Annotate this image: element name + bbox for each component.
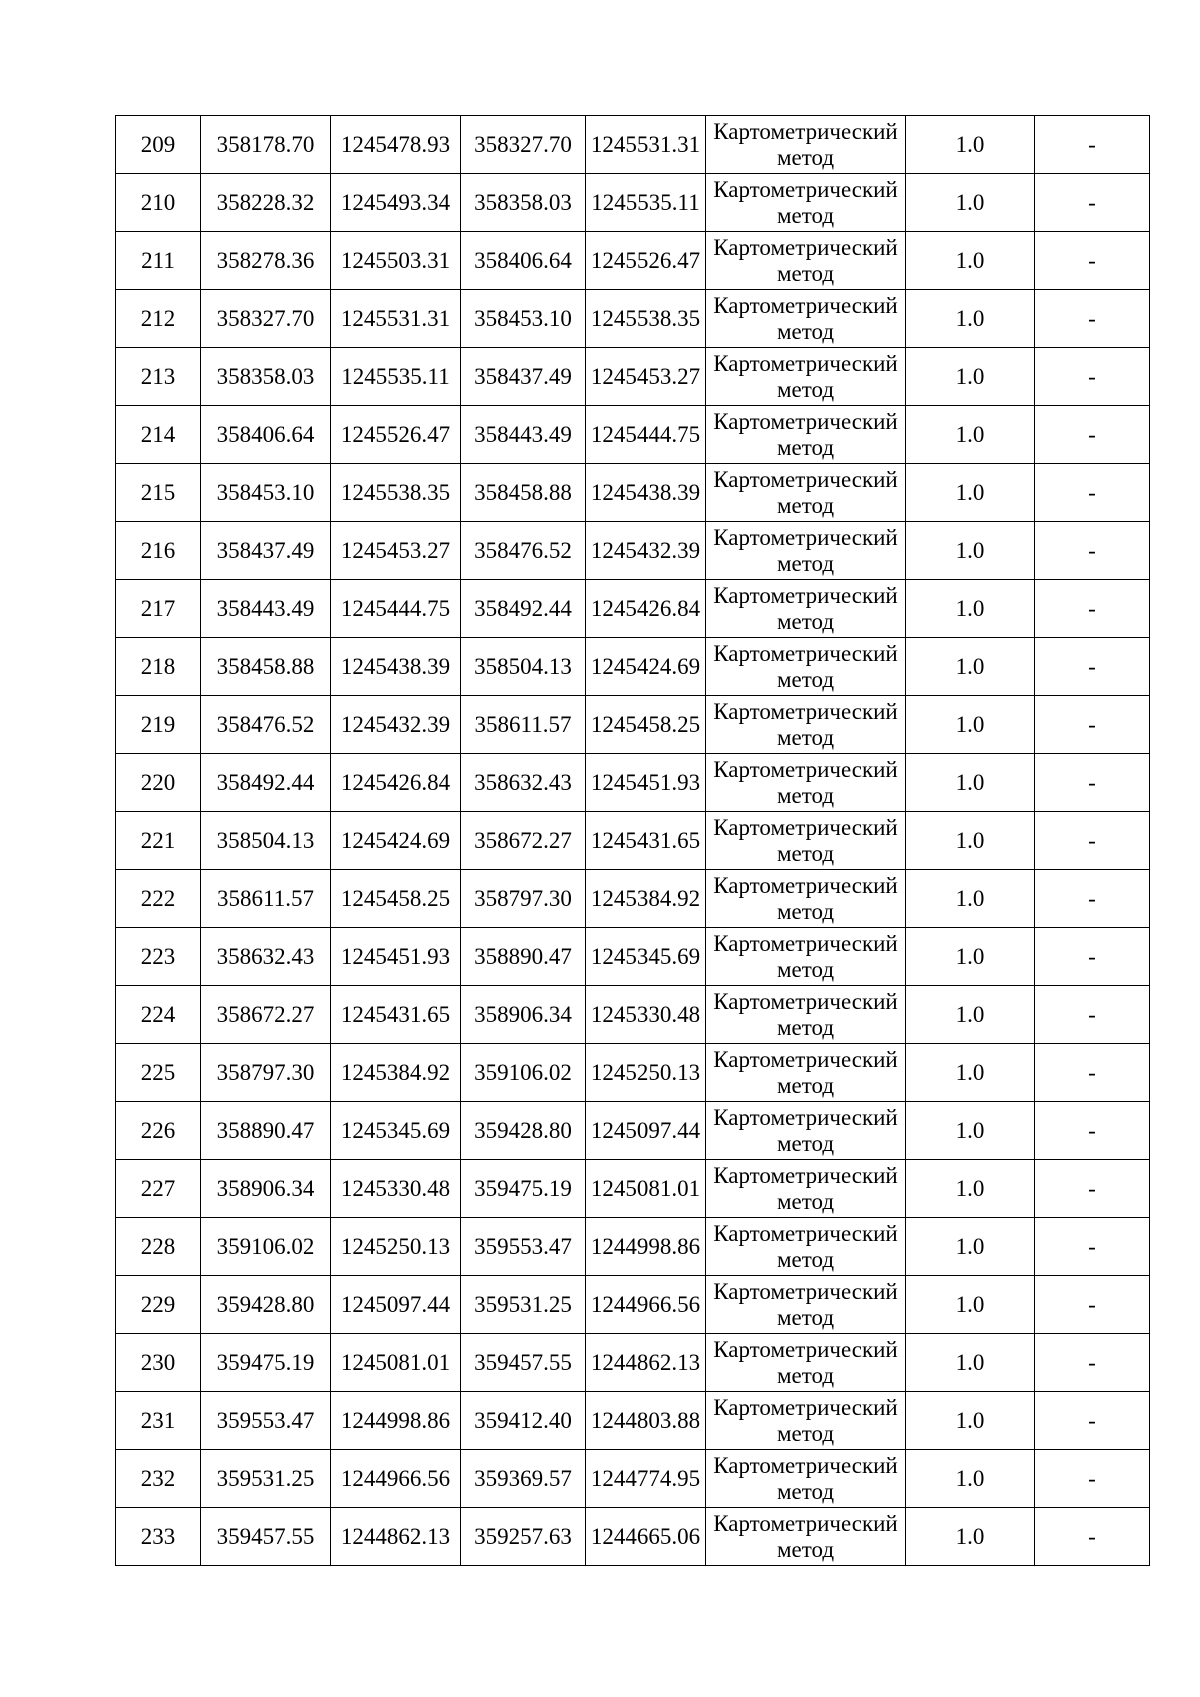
method-line-2: метод xyxy=(776,1130,835,1156)
method-line-2: метод xyxy=(776,376,835,402)
x2-cell: 359428.80 xyxy=(461,1102,586,1160)
x1-cell: 359428.80 xyxy=(201,1276,331,1334)
point-number-cell: 230 xyxy=(116,1334,201,1392)
x1-cell: 358443.49 xyxy=(201,580,331,638)
x1-cell: 358672.27 xyxy=(201,986,331,1044)
y2-cell: 1245458.25 xyxy=(586,696,706,754)
x1-cell: 358327.70 xyxy=(201,290,331,348)
table-row xyxy=(116,1450,1150,1508)
accuracy-cell: 1.0 xyxy=(906,928,1035,986)
y2-cell: 1245438.39 xyxy=(586,464,706,522)
method-line-1: Картометрический xyxy=(713,350,898,376)
x2-cell: 359412.40 xyxy=(461,1392,586,1450)
y2-cell: 1244966.56 xyxy=(586,1276,706,1334)
x1-cell: 358492.44 xyxy=(201,754,331,812)
note-cell: - xyxy=(1035,1102,1150,1160)
point-number-cell: 232 xyxy=(116,1450,201,1508)
y2-cell: 1245345.69 xyxy=(586,928,706,986)
note-cell: - xyxy=(1035,986,1150,1044)
note-cell: - xyxy=(1035,1334,1150,1392)
table-row xyxy=(116,116,1150,174)
note-cell: - xyxy=(1035,116,1150,174)
table-row xyxy=(116,406,1150,464)
x1-cell: 359553.47 xyxy=(201,1392,331,1450)
x1-cell: 358890.47 xyxy=(201,1102,331,1160)
point-number-cell: 218 xyxy=(116,638,201,696)
method-line-1: Картометрический xyxy=(713,524,898,550)
method-line-2: метод xyxy=(776,1420,835,1446)
y1-cell: 1245384.92 xyxy=(331,1044,461,1102)
note-cell: - xyxy=(1035,174,1150,232)
point-number-cell: 209 xyxy=(116,116,201,174)
accuracy-cell: 1.0 xyxy=(906,1044,1035,1102)
method-line-2: метод xyxy=(776,1246,835,1272)
accuracy-cell: 1.0 xyxy=(906,812,1035,870)
note-cell: - xyxy=(1035,812,1150,870)
method-line-2: метод xyxy=(776,260,835,286)
method-line-1: Картометрический xyxy=(713,1220,898,1246)
method-line-2: метод xyxy=(776,608,835,634)
note-cell: - xyxy=(1035,348,1150,406)
x1-cell: 358278.36 xyxy=(201,232,331,290)
point-number-cell: 231 xyxy=(116,1392,201,1450)
table-row xyxy=(116,1508,1150,1566)
method-cell xyxy=(706,406,906,464)
method-cell xyxy=(706,174,906,232)
method-line-1: Картометрический xyxy=(713,1394,898,1420)
y1-cell: 1244998.86 xyxy=(331,1392,461,1450)
note-cell: - xyxy=(1035,696,1150,754)
method-line-1: Картометрический xyxy=(713,756,898,782)
method-line-1: Картометрический xyxy=(713,234,898,260)
note-cell: - xyxy=(1035,406,1150,464)
y2-cell: 1245424.69 xyxy=(586,638,706,696)
method-cell xyxy=(706,812,906,870)
method-cell xyxy=(706,116,906,174)
x1-cell: 358178.70 xyxy=(201,116,331,174)
y1-cell: 1244862.13 xyxy=(331,1508,461,1566)
y2-cell: 1245330.48 xyxy=(586,986,706,1044)
point-number-cell: 216 xyxy=(116,522,201,580)
x1-cell: 359457.55 xyxy=(201,1508,331,1566)
point-number-cell: 229 xyxy=(116,1276,201,1334)
point-number-cell: 214 xyxy=(116,406,201,464)
x2-cell: 358672.27 xyxy=(461,812,586,870)
x2-cell: 359531.25 xyxy=(461,1276,586,1334)
accuracy-cell: 1.0 xyxy=(906,1276,1035,1334)
x2-cell: 359475.19 xyxy=(461,1160,586,1218)
table-row xyxy=(116,464,1150,522)
y2-cell: 1245531.31 xyxy=(586,116,706,174)
table-row xyxy=(116,1392,1150,1450)
method-line-2: метод xyxy=(776,144,835,170)
x1-cell: 358906.34 xyxy=(201,1160,331,1218)
y2-cell: 1244862.13 xyxy=(586,1334,706,1392)
method-line-2: метод xyxy=(776,1478,835,1504)
method-cell xyxy=(706,638,906,696)
method-line-2: метод xyxy=(776,1014,835,1040)
y1-cell: 1245097.44 xyxy=(331,1276,461,1334)
accuracy-cell: 1.0 xyxy=(906,406,1035,464)
method-cell xyxy=(706,986,906,1044)
x1-cell: 359531.25 xyxy=(201,1450,331,1508)
method-line-2: метод xyxy=(776,1188,835,1214)
accuracy-cell: 1.0 xyxy=(906,1508,1035,1566)
method-cell xyxy=(706,696,906,754)
method-line-1: Картометрический xyxy=(713,640,898,666)
x2-cell: 359457.55 xyxy=(461,1334,586,1392)
y1-cell: 1245345.69 xyxy=(331,1102,461,1160)
note-cell: - xyxy=(1035,1044,1150,1102)
y1-cell: 1245493.34 xyxy=(331,174,461,232)
y1-cell: 1245458.25 xyxy=(331,870,461,928)
method-line-2: метод xyxy=(776,1536,835,1562)
note-cell: - xyxy=(1035,1450,1150,1508)
method-line-2: метод xyxy=(776,1362,835,1388)
method-line-2: метод xyxy=(776,840,835,866)
note-cell: - xyxy=(1035,638,1150,696)
y1-cell: 1245453.27 xyxy=(331,522,461,580)
point-number-cell: 223 xyxy=(116,928,201,986)
method-line-1: Картометрический xyxy=(713,1104,898,1130)
method-line-2: метод xyxy=(776,434,835,460)
accuracy-cell: 1.0 xyxy=(906,174,1035,232)
method-line-1: Картометрический xyxy=(713,1336,898,1362)
x1-cell: 358228.32 xyxy=(201,174,331,232)
note-cell: - xyxy=(1035,1392,1150,1450)
table-row xyxy=(116,638,1150,696)
y1-cell: 1245526.47 xyxy=(331,406,461,464)
method-line-2: метод xyxy=(776,898,835,924)
method-line-1: Картометрический xyxy=(713,930,898,956)
table-row xyxy=(116,812,1150,870)
accuracy-cell: 1.0 xyxy=(906,290,1035,348)
note-cell: - xyxy=(1035,522,1150,580)
x2-cell: 359369.57 xyxy=(461,1450,586,1508)
point-number-cell: 210 xyxy=(116,174,201,232)
note-cell: - xyxy=(1035,1160,1150,1218)
point-number-cell: 219 xyxy=(116,696,201,754)
x2-cell: 359553.47 xyxy=(461,1218,586,1276)
method-line-1: Картометрический xyxy=(713,872,898,898)
method-line-2: метод xyxy=(776,202,835,228)
y1-cell: 1245531.31 xyxy=(331,290,461,348)
accuracy-cell: 1.0 xyxy=(906,348,1035,406)
x1-cell: 358406.64 xyxy=(201,406,331,464)
method-cell xyxy=(706,870,906,928)
y2-cell: 1245444.75 xyxy=(586,406,706,464)
accuracy-cell: 1.0 xyxy=(906,1392,1035,1450)
x2-cell: 358458.88 xyxy=(461,464,586,522)
table-row xyxy=(116,870,1150,928)
y1-cell: 1245451.93 xyxy=(331,928,461,986)
method-line-1: Картометрический xyxy=(713,1452,898,1478)
y1-cell: 1245431.65 xyxy=(331,986,461,1044)
method-line-2: метод xyxy=(776,1072,835,1098)
y2-cell: 1245250.13 xyxy=(586,1044,706,1102)
method-line-2: метод xyxy=(776,492,835,518)
method-cell xyxy=(706,1218,906,1276)
accuracy-cell: 1.0 xyxy=(906,116,1035,174)
y1-cell: 1244966.56 xyxy=(331,1450,461,1508)
y1-cell: 1245503.31 xyxy=(331,232,461,290)
x1-cell: 358453.10 xyxy=(201,464,331,522)
accuracy-cell: 1.0 xyxy=(906,580,1035,638)
method-cell xyxy=(706,928,906,986)
x1-cell: 358458.88 xyxy=(201,638,331,696)
method-line-2: метод xyxy=(776,666,835,692)
y1-cell: 1245438.39 xyxy=(331,638,461,696)
table-row xyxy=(116,290,1150,348)
y2-cell: 1245432.39 xyxy=(586,522,706,580)
y2-cell: 1245426.84 xyxy=(586,580,706,638)
method-line-1: Картометрический xyxy=(713,1278,898,1304)
accuracy-cell: 1.0 xyxy=(906,638,1035,696)
table-row xyxy=(116,986,1150,1044)
note-cell: - xyxy=(1035,290,1150,348)
y2-cell: 1244774.95 xyxy=(586,1450,706,1508)
note-cell: - xyxy=(1035,580,1150,638)
table-row xyxy=(116,1334,1150,1392)
method-cell xyxy=(706,754,906,812)
y2-cell: 1245538.35 xyxy=(586,290,706,348)
method-cell xyxy=(706,290,906,348)
method-line-1: Картометрический xyxy=(713,1162,898,1188)
x1-cell: 358476.52 xyxy=(201,696,331,754)
table-row xyxy=(116,348,1150,406)
note-cell: - xyxy=(1035,754,1150,812)
method-line-1: Картометрический xyxy=(713,292,898,318)
point-number-cell: 213 xyxy=(116,348,201,406)
point-number-cell: 217 xyxy=(116,580,201,638)
x1-cell: 358437.49 xyxy=(201,522,331,580)
method-cell xyxy=(706,522,906,580)
method-line-1: Картометрический xyxy=(713,988,898,1014)
accuracy-cell: 1.0 xyxy=(906,870,1035,928)
x1-cell: 358797.30 xyxy=(201,1044,331,1102)
x2-cell: 358327.70 xyxy=(461,116,586,174)
x1-cell: 358611.57 xyxy=(201,870,331,928)
x1-cell: 359106.02 xyxy=(201,1218,331,1276)
y1-cell: 1245535.11 xyxy=(331,348,461,406)
point-number-cell: 222 xyxy=(116,870,201,928)
method-line-1: Картометрический xyxy=(713,466,898,492)
y2-cell: 1245453.27 xyxy=(586,348,706,406)
x2-cell: 358476.52 xyxy=(461,522,586,580)
table-body xyxy=(116,116,1150,1566)
y1-cell: 1245424.69 xyxy=(331,812,461,870)
method-line-1: Картометрический xyxy=(713,814,898,840)
y2-cell: 1244998.86 xyxy=(586,1218,706,1276)
y2-cell: 1245081.01 xyxy=(586,1160,706,1218)
point-number-cell: 220 xyxy=(116,754,201,812)
table-row xyxy=(116,1218,1150,1276)
table-row xyxy=(116,754,1150,812)
method-cell xyxy=(706,1508,906,1566)
x2-cell: 358437.49 xyxy=(461,348,586,406)
accuracy-cell: 1.0 xyxy=(906,1160,1035,1218)
x2-cell: 358453.10 xyxy=(461,290,586,348)
accuracy-cell: 1.0 xyxy=(906,1334,1035,1392)
method-cell xyxy=(706,232,906,290)
y1-cell: 1245538.35 xyxy=(331,464,461,522)
method-cell xyxy=(706,1276,906,1334)
y1-cell: 1245432.39 xyxy=(331,696,461,754)
method-line-2: метод xyxy=(776,956,835,982)
method-cell xyxy=(706,1044,906,1102)
accuracy-cell: 1.0 xyxy=(906,464,1035,522)
y2-cell: 1245431.65 xyxy=(586,812,706,870)
accuracy-cell: 1.0 xyxy=(906,754,1035,812)
method-cell xyxy=(706,1160,906,1218)
point-number-cell: 215 xyxy=(116,464,201,522)
y2-cell: 1244803.88 xyxy=(586,1392,706,1450)
accuracy-cell: 1.0 xyxy=(906,232,1035,290)
y1-cell: 1245478.93 xyxy=(331,116,461,174)
method-line-2: метод xyxy=(776,550,835,576)
accuracy-cell: 1.0 xyxy=(906,1450,1035,1508)
x2-cell: 358632.43 xyxy=(461,754,586,812)
table-row xyxy=(116,522,1150,580)
method-cell xyxy=(706,1392,906,1450)
method-cell xyxy=(706,464,906,522)
point-number-cell: 227 xyxy=(116,1160,201,1218)
y2-cell: 1245451.93 xyxy=(586,754,706,812)
x2-cell: 358443.49 xyxy=(461,406,586,464)
table-row xyxy=(116,1276,1150,1334)
point-number-cell: 212 xyxy=(116,290,201,348)
method-line-1: Картометрический xyxy=(713,1046,898,1072)
x2-cell: 358504.13 xyxy=(461,638,586,696)
point-number-cell: 226 xyxy=(116,1102,201,1160)
y2-cell: 1245097.44 xyxy=(586,1102,706,1160)
point-number-cell: 224 xyxy=(116,986,201,1044)
accuracy-cell: 1.0 xyxy=(906,522,1035,580)
method-cell xyxy=(706,1102,906,1160)
accuracy-cell: 1.0 xyxy=(906,1102,1035,1160)
accuracy-cell: 1.0 xyxy=(906,986,1035,1044)
y2-cell: 1245526.47 xyxy=(586,232,706,290)
x2-cell: 359257.63 xyxy=(461,1508,586,1566)
x2-cell: 358611.57 xyxy=(461,696,586,754)
method-line-2: метод xyxy=(776,318,835,344)
table-row xyxy=(116,1102,1150,1160)
table-row xyxy=(116,1160,1150,1218)
y2-cell: 1245384.92 xyxy=(586,870,706,928)
point-number-cell: 233 xyxy=(116,1508,201,1566)
table-row xyxy=(116,580,1150,638)
x2-cell: 358906.34 xyxy=(461,986,586,1044)
note-cell: - xyxy=(1035,870,1150,928)
point-number-cell: 225 xyxy=(116,1044,201,1102)
note-cell: - xyxy=(1035,232,1150,290)
method-line-2: метод xyxy=(776,1304,835,1330)
x1-cell: 358504.13 xyxy=(201,812,331,870)
x2-cell: 358797.30 xyxy=(461,870,586,928)
note-cell: - xyxy=(1035,928,1150,986)
x1-cell: 358632.43 xyxy=(201,928,331,986)
accuracy-cell: 1.0 xyxy=(906,696,1035,754)
table-row xyxy=(116,696,1150,754)
table-row xyxy=(116,1044,1150,1102)
point-number-cell: 211 xyxy=(116,232,201,290)
x2-cell: 358492.44 xyxy=(461,580,586,638)
point-number-cell: 228 xyxy=(116,1218,201,1276)
y1-cell: 1245250.13 xyxy=(331,1218,461,1276)
point-number-cell: 221 xyxy=(116,812,201,870)
table-row xyxy=(116,928,1150,986)
note-cell: - xyxy=(1035,1276,1150,1334)
method-line-1: Картометрический xyxy=(713,408,898,434)
accuracy-cell: 1.0 xyxy=(906,1218,1035,1276)
method-line-1: Картометрический xyxy=(713,1510,898,1536)
method-line-1: Картометрический xyxy=(713,176,898,202)
y1-cell: 1245330.48 xyxy=(331,1160,461,1218)
x2-cell: 358890.47 xyxy=(461,928,586,986)
y2-cell: 1245535.11 xyxy=(586,174,706,232)
note-cell: - xyxy=(1035,1508,1150,1566)
table-row xyxy=(116,174,1150,232)
x1-cell: 358358.03 xyxy=(201,348,331,406)
y1-cell: 1245444.75 xyxy=(331,580,461,638)
x2-cell: 359106.02 xyxy=(461,1044,586,1102)
method-cell xyxy=(706,348,906,406)
method-line-1: Картометрический xyxy=(713,582,898,608)
note-cell: - xyxy=(1035,1218,1150,1276)
method-cell xyxy=(706,1450,906,1508)
method-cell xyxy=(706,1334,906,1392)
method-line-2: метод xyxy=(776,724,835,750)
x2-cell: 358358.03 xyxy=(461,174,586,232)
y1-cell: 1245426.84 xyxy=(331,754,461,812)
method-line-2: метод xyxy=(776,782,835,808)
note-cell: - xyxy=(1035,464,1150,522)
method-line-1: Картометрический xyxy=(713,118,898,144)
y2-cell: 1244665.06 xyxy=(586,1508,706,1566)
method-cell xyxy=(706,580,906,638)
table-row xyxy=(116,232,1150,290)
x1-cell: 359475.19 xyxy=(201,1334,331,1392)
x2-cell: 358406.64 xyxy=(461,232,586,290)
method-line-1: Картометрический xyxy=(713,698,898,724)
coordinates-table xyxy=(115,115,1150,1566)
y1-cell: 1245081.01 xyxy=(331,1334,461,1392)
